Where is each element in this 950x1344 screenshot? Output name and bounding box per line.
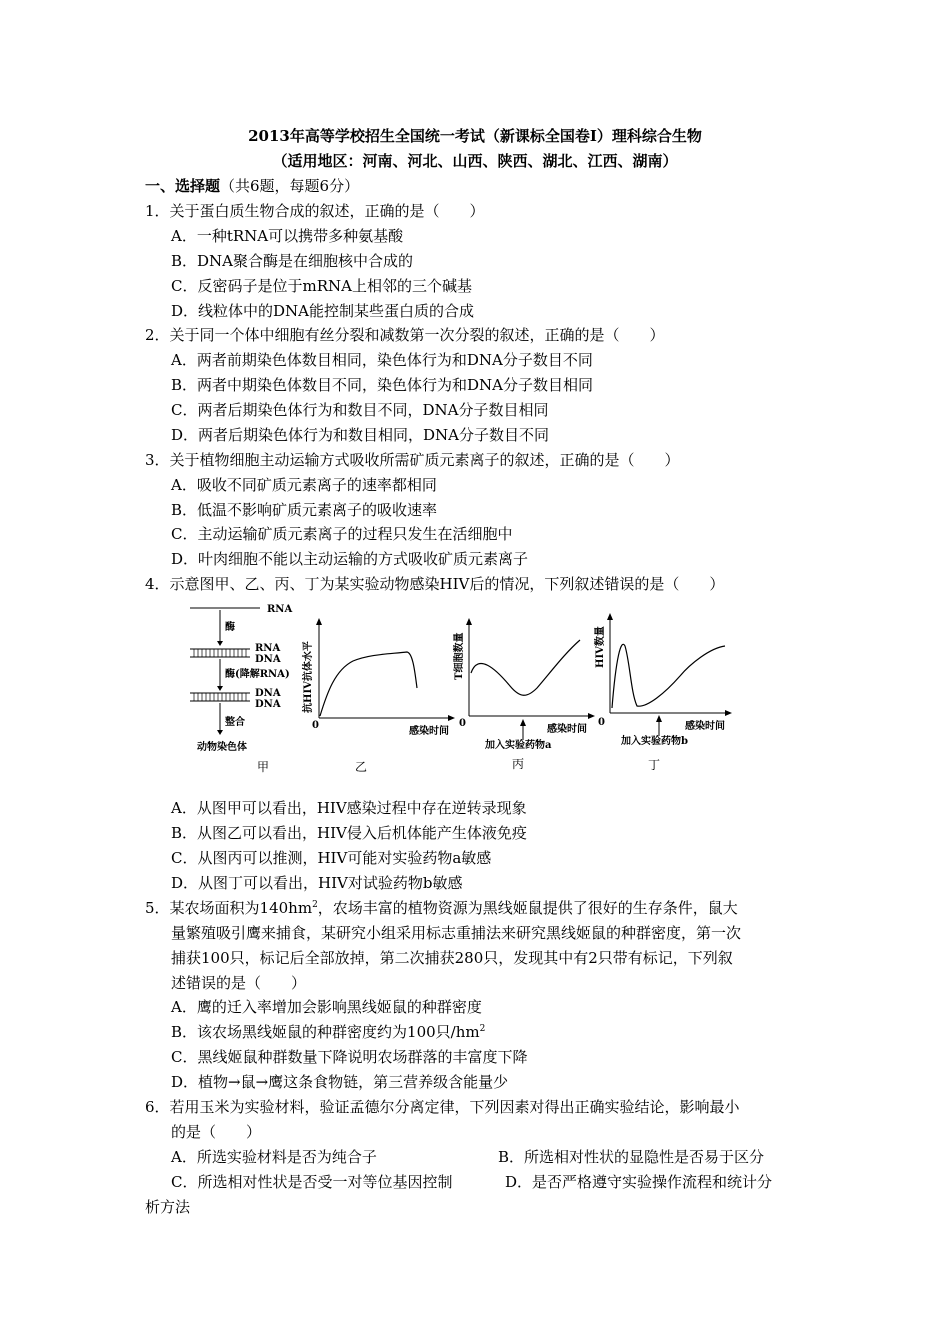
figure-bing-caption: 丙: [512, 757, 525, 771]
bing-x-axis-label: 感染时间: [547, 724, 587, 735]
bing-y-axis-label: T细胞数量: [454, 632, 465, 680]
jia-integrate-label: 整合: [225, 717, 245, 728]
question-5-stem-line-3: 捕获100只，标记后全部放掉，第二次捕获280只，发现其中有2只带有标记，下列叙: [171, 949, 733, 967]
question-4-option-b: B．从图乙可以看出，HIV侵入后机体能产生体液免疫: [171, 824, 527, 842]
question-1-option-b: B．DNA聚合酶是在细胞核中合成的: [171, 252, 414, 270]
question-1-option-d: D．线粒体中的DNA能控制某些蛋白质的合成: [171, 302, 475, 320]
question-3-stem: 3．关于植物细胞主动运输方式吸收所需矿质元素离子的叙述，正确的是（ ）: [145, 451, 680, 469]
question-5-option-a: A．鹰的迁入率增加会影响黑线姬鼠的种群密度: [171, 998, 482, 1016]
figure-yi: [301, 618, 455, 774]
yi-antibody-curve: [320, 652, 417, 716]
question-6-option-c: C．所选相对性状是否受一对等位基因控制: [171, 1173, 453, 1191]
figure-ding: [593, 613, 732, 772]
question-3-option-b: B．低温不影响矿质元素离子的吸收速率: [171, 501, 438, 519]
yi-origin-label: 0: [312, 720, 319, 731]
jia-chromosome-label: 动物染色体: [197, 742, 247, 753]
question-5-option-b: [171, 1020, 485, 1044]
bing-origin-label: 0: [459, 718, 466, 729]
question-5-stem-line-1: [145, 896, 738, 920]
question-2-option-a: A．两者前期染色体数目相同，染色体行为和DNA分子数目不同: [171, 351, 593, 369]
ding-hiv-curve: [612, 644, 725, 708]
ding-drug-label: 加入实验药物b: [621, 736, 688, 747]
question-3-option-c: C．主动运输矿质元素离子的过程只发生在活细胞中: [171, 525, 513, 543]
figure-jia-caption: 甲: [257, 760, 270, 774]
ding-origin-label: 0: [598, 717, 605, 728]
question-1-option-a: A．一种tRNA可以携带多种氨基酸: [171, 227, 404, 245]
bing-tcell-curve: [471, 640, 580, 695]
question-5-option-b-text: B．该农场黑线姬鼠的种群密度约为100只/hm: [171, 1023, 480, 1041]
jia-hybrid-rungs: [194, 649, 246, 657]
figure-yi-caption: 乙: [355, 760, 368, 774]
ding-y-axis-label: HIV数量: [595, 626, 606, 668]
question-5-option-b-superscript: 2: [479, 1024, 486, 1034]
question-6-option-b: B．所选相对性状的显隐性是否易于区分: [498, 1148, 765, 1166]
jia-dna-label: DNA: [255, 654, 281, 665]
figure-bing: [452, 618, 595, 771]
question-2-stem: 2．关于同一个体中细胞有丝分裂和减数第一次分裂的叙述，正确的是（ ）: [145, 326, 665, 344]
question-5-stem-part-1: 5．某农场面积为140hm: [145, 899, 313, 917]
question-6-option-d: D．是否严格遵守实验操作流程和统计分: [505, 1173, 773, 1191]
question-5-stem-line-2: 量繁殖吸引鹰来捕食，某研究小组采用标志重捕法来研究黑线姬鼠的种群密度，第一次: [171, 924, 742, 942]
ding-x-axis-label: 感染时间: [685, 721, 725, 732]
question-3-option-d: D．叶肉细胞不能以主动运输的方式吸收矿质元素离子: [171, 550, 529, 568]
yi-y-axis-label: 抗HIV抗体水平: [303, 641, 314, 713]
question-3-option-a: A．吸收不同矿质元素离子的速率都相同: [171, 476, 437, 494]
question-6-stem-line-2: 的是（ ）: [171, 1123, 262, 1141]
question-5-stem-part-2: ，农场丰富的植物资源为黑线姬鼠提供了很好的生存条件，鼠大: [317, 899, 738, 917]
question-6-option-a: A．所选实验材料是否为纯合子: [171, 1148, 377, 1166]
figure-jia: [190, 604, 292, 774]
question-4-option-d: D．从图丁可以看出，HIV对试验药物b敏感: [171, 874, 463, 892]
question-2-option-d: D．两者后期染色体行为和数目相同，DNA分子数目不同: [171, 426, 550, 444]
question-2-option-c: C．两者后期染色体行为和数目不同，DNA分子数目相同: [171, 401, 549, 419]
section-heading: [145, 174, 359, 198]
question-2-option-b: B．两者中期染色体数目不同，染色体行为和DNA分子数目相同: [171, 376, 594, 394]
jia-dna-strand-b: DNA: [255, 699, 281, 710]
question-6-stem-line-1: 6．若用玉米为实验材料，验证孟德尔分离定律，下列因素对得出正确实验结论，影响最小: [145, 1098, 740, 1116]
question-1-option-c: C．反密码子是位于mRNA上相邻的三个碱基: [171, 277, 472, 295]
exam-title: 2013年高等学校招生全国统一考试（新课标全国卷Ⅰ）理科综合生物: [248, 127, 702, 145]
question-4-stem: 4．示意图甲、乙、丙、丁为某实验动物感染HIV后的情况，下列叙述错误的是（ ）: [145, 575, 725, 593]
jia-enzyme-label: 酶: [225, 622, 235, 633]
exam-subtitle: （适用地区：河南、河北、山西、陕西、湖北、江西、湖南）: [272, 152, 678, 170]
question-5-option-c: C．黑线姬鼠种群数量下降说明农场群落的丰富度下降: [171, 1048, 528, 1066]
hiv-figure: [185, 598, 745, 778]
section-note: （共6题，每题6分）: [220, 177, 360, 195]
question-5-option-d: D．植物→鼠→鹰这条食物链，第三营养级含能量少: [171, 1073, 509, 1091]
jia-rna-top-label: RNA: [267, 604, 293, 615]
question-4-option-c: C．从图丙可以推测，HIV可能对实验药物a敏感: [171, 849, 492, 867]
question-5-superscript: 2: [312, 900, 318, 910]
jia-enzyme-degrade-label: 酶(降解RNA): [225, 669, 290, 680]
question-1-stem: 1．关于蛋白质生物合成的叙述，正确的是（ ）: [145, 202, 485, 220]
question-5-stem-line-4: 述错误的是（ ）: [171, 974, 307, 992]
question-6-option-d-continued: 析方法: [145, 1198, 191, 1216]
figure-ding-caption: 丁: [648, 758, 661, 772]
yi-x-axis-label: 感染时间: [409, 726, 449, 737]
question-4-option-a: A．从图甲可以看出，HIV感染过程中存在逆转录现象: [171, 799, 527, 817]
jia-dna-strand-a: DNA: [255, 688, 281, 699]
bing-drug-label: 加入实验药物a: [485, 740, 552, 751]
section-heading-text: 一、选择题: [145, 177, 221, 195]
jia-rna-label: RNA: [255, 643, 281, 654]
jia-dsdna-rungs: [194, 693, 246, 701]
